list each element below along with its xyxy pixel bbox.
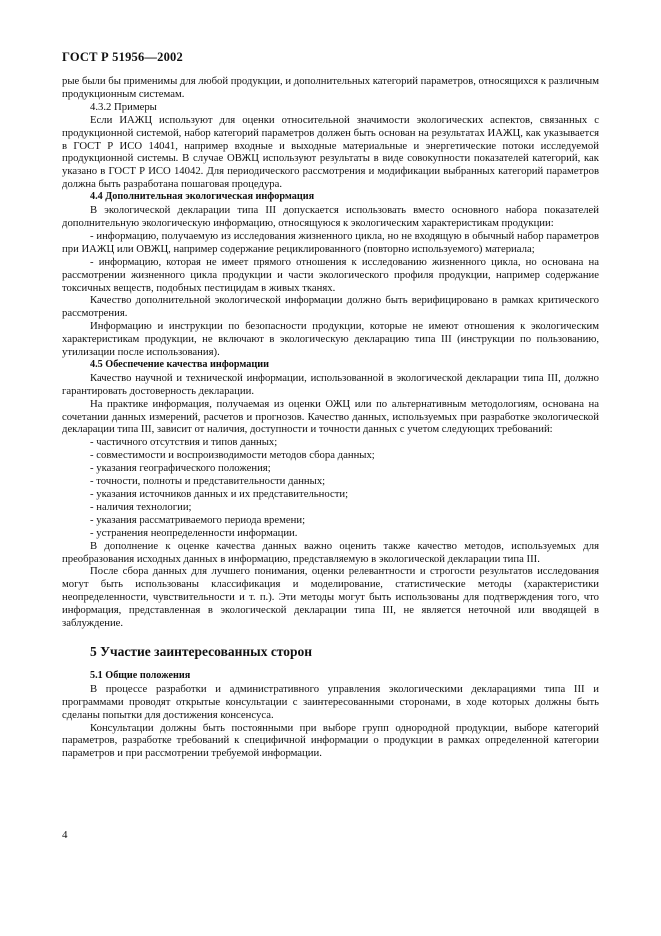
paragraph: 4.3.2 Примеры — [90, 100, 157, 113]
paragraph: - информацию, которая не имеет прямого отношения к исследованию жизненного цикла, но основана на рассмотрении жизненного цикла продукции и части экологического профиля продукции, например содержание токсичных веществ, подобных пестицидам в живых тканях. — [62, 255, 599, 294]
paragraph: Консультации должны быть постоянными при выборе групп однородной продукции, выборе категорий параметров, разработке требований к специфичной информации о продукции в рамках определенной категории параметров и при рассмотрении требуемой информации. — [62, 721, 599, 760]
document-header: ГОСТ Р 51956—2002 — [62, 50, 183, 64]
paragraph: - точности, полноты и представительности данных; — [90, 475, 326, 488]
paragraph: рые были бы применимы для любой продукции, и дополнительных категорий параметров, относящихся к различным продукционным системам. — [62, 75, 599, 100]
paragraph: После сбора данных для лучшего понимания, оценки релевантности и строгости результатов исследования могут быть использованы классификация и моделирование, статистические методы (характеристики неопределенности, чувствительности и т. п.). Эти методы могут быть использованы для подтверждения того, что информация, представленная в экологической декларации типа III, не является неточной или вводящей в заблуждение. — [62, 565, 599, 630]
page-number: 4 — [62, 829, 68, 841]
subsection-heading: 4.5 Обеспечение качества информации — [90, 358, 269, 370]
paragraph: В экологической декларации типа III допускается использовать вместо основного набора показателей дополнительную экологическую информацию, относящуюся к экологическим характеристикам продукции: — [62, 204, 599, 229]
paragraph: Качество научной и технической информации, использованной в экологической декларации типа III, должно гарантировать достоверность декларации. — [62, 371, 599, 397]
paragraph: В дополнение к оценке качества данных важно оценить также качество методов, используемых для преобразования исходных данных в информацию, представляемую в экологической декларации типа III. — [62, 539, 599, 565]
section-heading: 5 Участие заинтересованных сторон — [90, 643, 313, 659]
paragraph: - информацию, получаемую из исследования жизненного цикла, но не входящую в обычный набор параметров при ИАЖЦ или ОВЖЦ, например содержание рециклированного (повторно используемого) материала; — [62, 229, 599, 255]
paragraph: - указания источников данных и их представительности; — [90, 488, 349, 500]
paragraph: Информацию и инструкции по безопасности продукции, которые не имеют отношения к экологическим характеристикам продукции, не включают в экологическую декларацию типа III (инструкции по пользованию, утилизации после использования). — [62, 320, 599, 359]
paragraph: - наличия технологии; — [90, 500, 192, 513]
paragraph: Если ИАЖЦ используют для оценки относительной значимости экологических аспектов, связанных с продукционной системой, набор категорий параметров должен быть основан на результатах ИАЖЦ, как указывается в ГОСТ Р ИСО 14041, например входные и выходные материальные и энергетические потоки исследуемой продукционной системы. В случае ОВЖЦ используют результаты в виде совокупности показателей категорий, как указано в ГОСТ Р ИСО 14042. Для периодического рассмотрения и модификации выбранных категорий параметров должна быть разработана пошаговая процедура. — [62, 113, 599, 191]
paragraph: - частичного отсутствия и типов данных; — [90, 436, 278, 449]
subsection-heading: 4.4 Дополнительная экологическая информация — [90, 191, 315, 203]
paragraph: - устранения неопределенности информации. — [90, 526, 298, 539]
paragraph: Качество дополнительной экологической информации должно быть верифицировано в рамках критического рассмотрения. — [62, 294, 599, 320]
paragraph: На практике информация, получаемая из оценки ОЖЦ или по альтернативным методологиям, основана на сочетании данных измерений, расчетов и прогнозов. Качество данных, используемых при разработке экологической декларации типа III, зависит от наличия, доступности и точности данных с учетом следующих требований: — [62, 397, 599, 436]
subsection-heading: 5.1 Общие положения — [90, 669, 191, 681]
paragraph: - указания рассматриваемого периода времени; — [90, 513, 306, 526]
paragraph: В процессе разработки и административного управления экологическими декларациями типа III и программами проводят открытые консультации с заинтересованными сторонами, в ходе которых должны быть сделаны попытки для достижения консенсуса. — [62, 682, 599, 721]
paragraph: - указания географического положения; — [90, 462, 271, 475]
document-body — [62, 75, 599, 760]
paragraph: - совместимости и воспроизводимости методов сбора данных; — [90, 449, 375, 462]
